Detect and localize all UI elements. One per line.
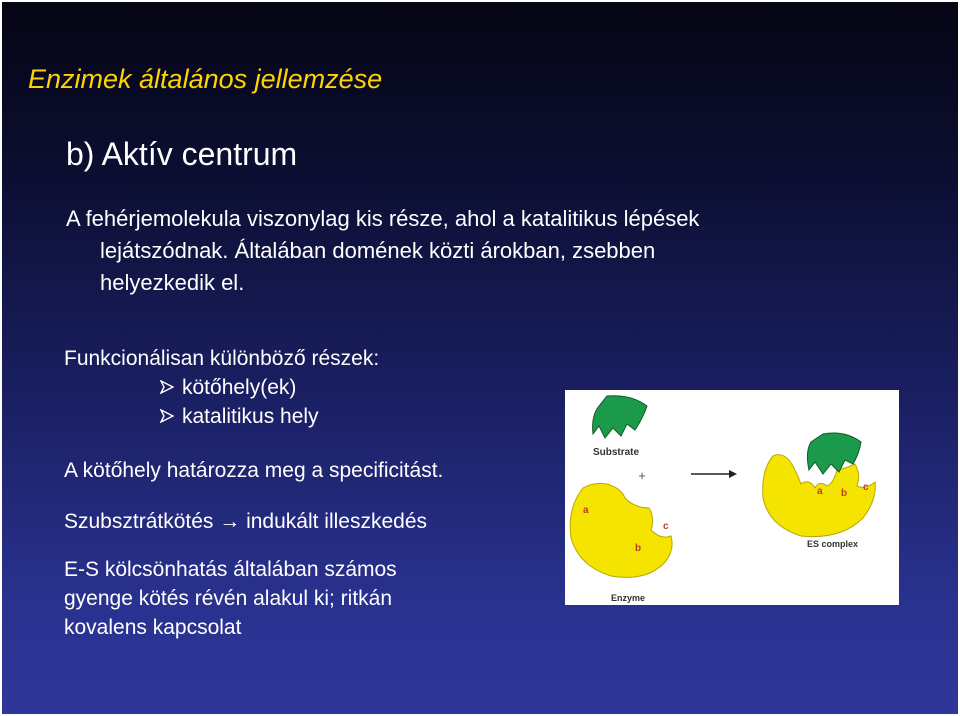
es-line-3: kovalens kapcsolat (64, 616, 242, 639)
intro-line-3: helyezkedik el. (100, 270, 245, 295)
bullet-label: kötőhely(ek) (182, 376, 297, 399)
intro-paragraph (66, 203, 826, 299)
slide-title: Enzimek általános jellemzése (28, 64, 383, 94)
es-line-2: gyenge kötés révén alakul ki; ritkán (64, 587, 393, 610)
site-label-a: a (583, 505, 589, 516)
induced-fit-diagram (565, 390, 899, 605)
complex-site-label-a: a (817, 486, 823, 497)
functional-label: Funkcionálisan különböző részek: (64, 347, 380, 370)
induced-fit-text: Szubsztrátkötés → indukált illeszkedés (64, 510, 427, 533)
bullet-item (160, 373, 296, 402)
section-heading: b) Aktív centrum (66, 136, 298, 172)
slide (2, 2, 958, 714)
site-label-b: b (635, 543, 642, 554)
intro-line-1: A fehérjemolekula viszonylag kis része, ahol a katalitikus lépések (66, 206, 700, 231)
complex-site-label-b: b (841, 488, 848, 499)
arrowhead-bullet-icon (160, 402, 182, 431)
enzyme-shape (570, 484, 672, 578)
bullet-item (160, 402, 319, 431)
bullet-label: katalitikus hely (182, 405, 319, 428)
reaction-arrow-icon (691, 470, 737, 478)
intro-line-2: lejátszódnak. Általában domének közti árokban, zsebben (100, 238, 656, 263)
arrowhead-bullet-icon (160, 373, 182, 402)
plus-sign: + (638, 468, 646, 483)
complex-label: ES complex (807, 539, 859, 549)
substrate-label: Substrate (592, 447, 640, 458)
specificity-text: A kötőhely határozza meg a specificitást. (64, 459, 444, 482)
enzyme-label: Enzyme (611, 593, 646, 603)
es-line-1: E-S kölcsönhatás általában számos (64, 558, 397, 581)
site-label-c: c (663, 521, 669, 532)
substrate-shape (593, 396, 647, 438)
complex-site-label-c: c (863, 482, 869, 493)
